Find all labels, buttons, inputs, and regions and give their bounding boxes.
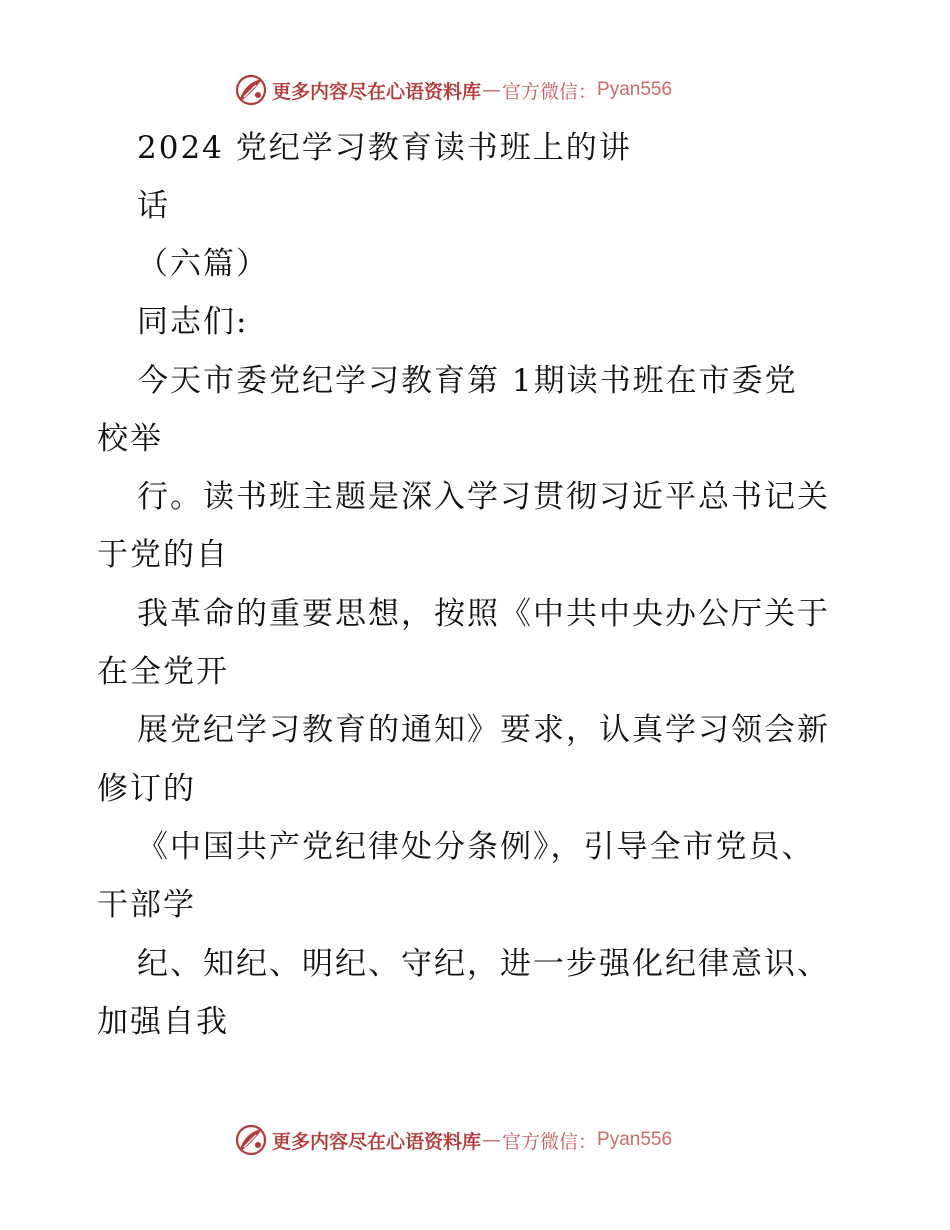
- body-line: 干部学: [97, 887, 196, 923]
- watermark-id-text: Pyan556: [597, 1129, 673, 1150]
- body-line: 于党的自: [97, 537, 229, 573]
- body-line: 在全党开: [97, 654, 229, 690]
- body-line: 行。读书班主题是深入学习贯彻习近平总书记关: [137, 479, 830, 515]
- watermark-main-text: 更多内容尽在心语资料库: [272, 1130, 482, 1153]
- body-line: 《中国共产党纪律处分条例》，引导全市党员、: [137, 829, 815, 865]
- pen-logo-icon: [234, 1123, 268, 1157]
- footer-watermark: [234, 1122, 672, 1158]
- body-line: 今天市委党纪学习教育第 1期读书班在市委党: [137, 363, 798, 399]
- watermark-dash: —: [482, 1129, 502, 1151]
- watermark-dash: —: [482, 79, 502, 101]
- body-line: 校举: [97, 421, 163, 457]
- header-watermark: [234, 72, 672, 108]
- watermark-main-text: 更多内容尽在心语资料库: [272, 80, 482, 103]
- body-line: 加强自我: [97, 1004, 229, 1040]
- document-subtitle: （六篇）: [137, 246, 269, 282]
- document-title-line-2: 话: [137, 188, 170, 224]
- pen-logo-icon: [234, 73, 268, 107]
- watermark-sub-text: 官方微信：: [502, 80, 598, 103]
- salutation: 同志们:: [137, 304, 249, 340]
- document-title-line-1: 2024 党纪学习教育读书班上的讲: [137, 130, 632, 166]
- body-line: 纪、知纪、明纪、守纪，进一步强化纪律意识、: [137, 946, 830, 982]
- body-line: 修订的: [97, 771, 196, 807]
- watermark-sub-text: 官方微信：: [502, 1130, 598, 1153]
- body-line: 我革命的重要思想，按照《中共中央办公厅关于: [137, 596, 830, 632]
- body-line: 展党纪学习教育的通知》要求，认真学习领会新: [137, 712, 830, 748]
- watermark-id-text: Pyan556: [597, 79, 673, 100]
